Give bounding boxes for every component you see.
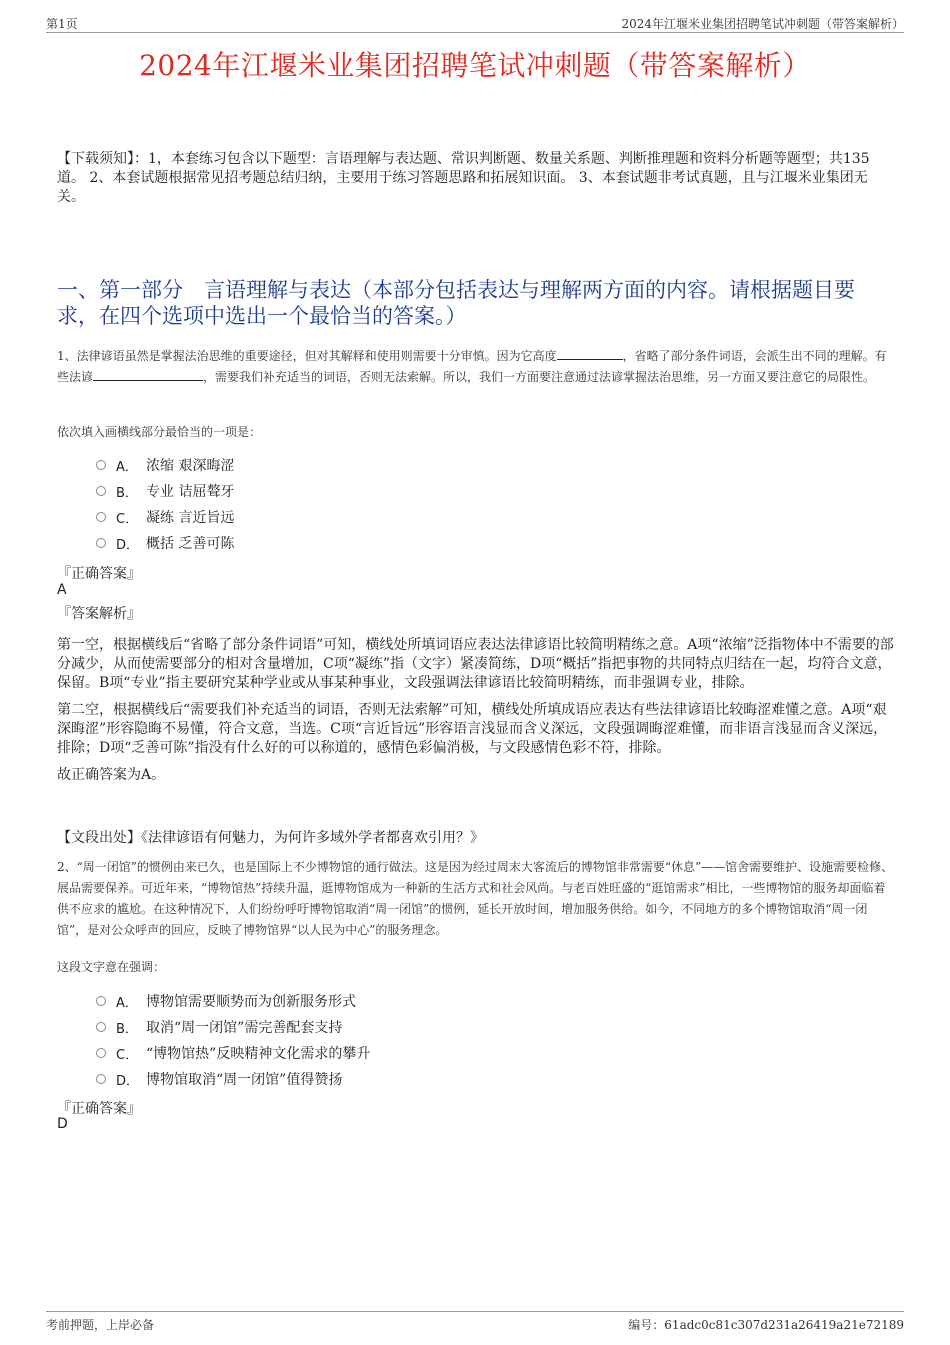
answer-analysis	[57, 636, 895, 793]
option-b[interactable]: B． 取消“周一闭馆”需完善配套支持	[96, 1014, 370, 1040]
question-1-options	[96, 452, 234, 556]
analysis-label: 『答案解析』	[57, 606, 141, 622]
option-c[interactable]: C． “博物馆热”反映精神文化需求的攀升	[96, 1040, 370, 1066]
page-number: 第1页	[46, 17, 78, 31]
radio-button[interactable]	[96, 538, 106, 548]
document-serial-number: 编号：61adc0c81c307d231a26419a21e72189	[628, 1318, 904, 1332]
download-notice: 【下载须知】：1，本套练习包含以下题型：言语理解与表达题、常识判断题、数量关系题、判断推理题和资料分析题等题型；共135道。 2、本套试题根据常见招考题总结归纳，主要用于练习答题思路和拓展知识面。 3、本套试题非考试真题，且与江堰米业集团无关。	[57, 151, 870, 205]
question-1-text: 1、法律谚语虽然是掌握法治思维的重要途径，但对其解释和使用则需要十分审慎。因为它高度 ，省略了部分条件词语，会派生出不同的理解。有些法谚 ，需要我们补充适当的词语，否则无法索解。所以，我们一方面要注意通过法谚掌握法治思维，另一方面又要注意它的局限性。	[57, 349, 887, 384]
correct-answer-label: 『正确答案』	[57, 1101, 141, 1117]
correct-answer: A	[57, 582, 67, 598]
document-title: 2024年江堰米业集团招聘笔试冲刺题（带答案解析）	[139, 49, 811, 82]
radio-button[interactable]	[96, 460, 106, 470]
analysis-paragraph: 第二空，根据横线后“需要我们补充适当的词语，否则无法索解”可知，横线处所填成语应表达有些法律谚语比较晦涩难懂之意。A项“艰深晦涩”形容隐晦不易懂，符合文意，当选。C项“言近旨远”形容语言浅显而含义深远，文段强调晦涩难懂，而非语言浅显而含义深远，排除；D项“乏善可陈”指没有什么好的可以称道的，感情色彩偏消极，与文段感情色彩不符，排除。	[57, 702, 888, 756]
page-footer	[46, 1311, 904, 1332]
radio-button[interactable]	[96, 996, 106, 1006]
correct-answer: D	[57, 1116, 68, 1132]
section-heading: 一、第一部分 言语理解与表达（本部分包括表达与理解两方面的内容。请根据题目要求，在四个选项中选出一个最恰当的答案。）	[57, 278, 855, 328]
radio-button[interactable]	[96, 1048, 106, 1058]
analysis-conclusion: 故正确答案为A。	[57, 767, 166, 783]
radio-button[interactable]	[96, 486, 106, 496]
text-source: 【文段出处】《法律谚语有何魅力，为何许多域外学者都喜欢引用？》	[57, 830, 484, 846]
question-2-prompt: 这段文字意在强调：	[57, 960, 166, 974]
analysis-paragraph: 第一空，根据横线后“省略了部分条件词语”可知，横线处所填词语应表达法律谚语比较简明精练之意。A项“浓缩”泛指物体中不需要的部分减少，从而使需要部分的相对含量增加，C项“凝练”指（文字）紧凑简练，D项“概括”指把事物的共同特点归结在一起，均符合文意，保留。B项“专业”指主要研究某种学业或从事某种事业，文段强调法律谚语比较简明精练，而非强调专业，排除。	[57, 637, 894, 691]
question-2-options	[96, 988, 370, 1092]
radio-button[interactable]	[96, 1074, 106, 1084]
question-1-prompt: 依次填入画横线部分最恰当的一项是：	[57, 425, 262, 439]
radio-button[interactable]	[96, 1022, 106, 1032]
option-a[interactable]: A． 浓缩 艰深晦涩	[96, 452, 234, 478]
option-b[interactable]: B． 专业 诘屈聱牙	[96, 478, 234, 504]
option-d[interactable]: D． 博物馆取消“周一闭馆”值得赞扬	[96, 1066, 370, 1092]
option-d[interactable]: D． 概括 乏善可陈	[96, 530, 234, 556]
fill-blank-2	[93, 368, 203, 381]
correct-answer-label: 『正确答案』	[57, 566, 141, 582]
fill-blank-1	[557, 347, 623, 360]
option-c[interactable]: C． 凝练 言近旨远	[96, 504, 234, 530]
page-header	[46, 14, 904, 33]
option-a[interactable]: A． 博物馆需要顺势而为创新服务形式	[96, 988, 370, 1014]
footer-slogan: 考前押题，上岸必备	[46, 1318, 155, 1332]
radio-button[interactable]	[96, 512, 106, 522]
question-2-text: 2、“周一闭馆”的惯例由来已久，也是国际上不少博物馆的通行做法。这是因为经过周末大客流后的博物馆非常需要“休息”——馆舍需要维护、设施需要检修、展品需要保养。可近年来，“博物馆热”持续升温，逛博物馆成为一种新的生活方式和社会风尚。与老百姓旺盛的“逛馆需求”相比，一些博物馆的服务却面临着供不应求的尴尬。在这种情况下，人们纷纷呼吁博物馆取消“周一闭馆”的惯例，延长开放时间，增加服务供给。如今，不同地方的多个博物馆取消“周一闭馆”，是对公众呼声的回应，反映了博物馆界“以人民为中心”的服务理念。	[57, 860, 894, 937]
header-doc-title: 2024年江堰米业集团招聘笔试冲刺题（带答案解析）	[621, 17, 904, 31]
